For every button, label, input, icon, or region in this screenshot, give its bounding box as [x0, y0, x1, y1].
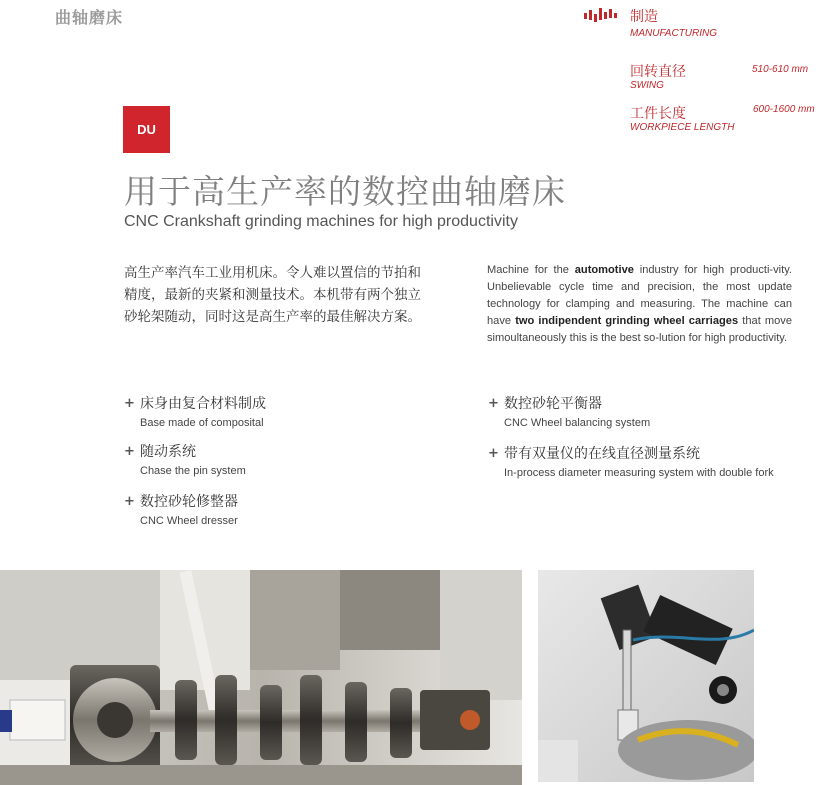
swing-value: 510-610 mm — [752, 64, 809, 75]
page-title: 用于高生产率的数控曲轴磨床 — [124, 172, 566, 211]
manufacturing-logo-icon — [584, 8, 618, 22]
machine-photo-crankshaft — [0, 570, 522, 785]
description-en-bold-1: automotive — [574, 264, 634, 276]
machine-photo-measuring — [538, 570, 754, 782]
length-label-en: WORKPIECE LENGTH — [630, 122, 735, 133]
plus-icon: + — [488, 396, 499, 411]
feature-title-en: Chase the pin system — [140, 465, 246, 477]
description-en-part-2: industry for high producti-vity. Unbelievable cycle time and precision, the most update technology for clamping and measuring. The machine can have — [487, 264, 793, 327]
feature-item — [124, 493, 238, 529]
plus-icon: + — [124, 396, 135, 411]
header-title: 曲轴磨床 — [55, 8, 124, 27]
feature-title-en: In-process diameter measuring system with double fork — [504, 467, 774, 479]
swing-label-en: SWING — [630, 80, 664, 91]
measuring-photo-illustration — [538, 570, 754, 782]
feature-title-en: CNC Wheel balancing system — [504, 417, 651, 429]
feature-title-cn: 随动系统 — [140, 444, 196, 460]
model-badge: DU — [123, 106, 170, 153]
manufacturing-label-cn: 制造 — [630, 9, 658, 25]
feature-title-cn: 数控砂轮修整器 — [140, 494, 238, 510]
feature-title-en: CNC Wheel dresser — [140, 515, 238, 527]
feature-title-en: Base made of composital — [140, 417, 264, 429]
feature-item — [124, 395, 266, 431]
description-en-part-3: that move simoultaneously this is the best so-lution for high productivity. — [487, 315, 793, 344]
crankshaft-photo-illustration — [0, 570, 522, 785]
feature-item — [488, 395, 650, 431]
feature-title-cn: 带有双量仪的在线直径测量系统 — [504, 446, 700, 462]
description-cn: 高生产率汽车工业用机床。令人难以置信的节拍和精度，最新的夹紧和测量技术。本机带有两个独立砂轮架随动，同时这是高生产率的最佳解决方案。 — [124, 265, 421, 325]
feature-item — [124, 443, 246, 479]
length-label-cn: 工件长度 — [630, 106, 686, 122]
swing-label-cn: 回转直径 — [630, 64, 686, 80]
plus-icon: + — [124, 444, 135, 459]
feature-title-cn: 床身由复合材料制成 — [140, 396, 266, 412]
manufacturing-label-en: MANUFACTURING — [630, 28, 718, 39]
feature-item — [488, 445, 774, 481]
description-en-part-1: Machine for the — [487, 264, 575, 276]
description-en — [487, 262, 792, 347]
length-value: 600-1600 mm — [753, 104, 815, 115]
description-en-bold-2: two indipendent grinding wheel carriages — [515, 315, 739, 327]
plus-icon: + — [488, 446, 499, 461]
plus-icon: + — [124, 494, 135, 509]
page-subtitle: CNC Crankshaft grinding machines for high productivity — [124, 213, 518, 230]
feature-title-cn: 数控砂轮平衡器 — [504, 396, 602, 412]
